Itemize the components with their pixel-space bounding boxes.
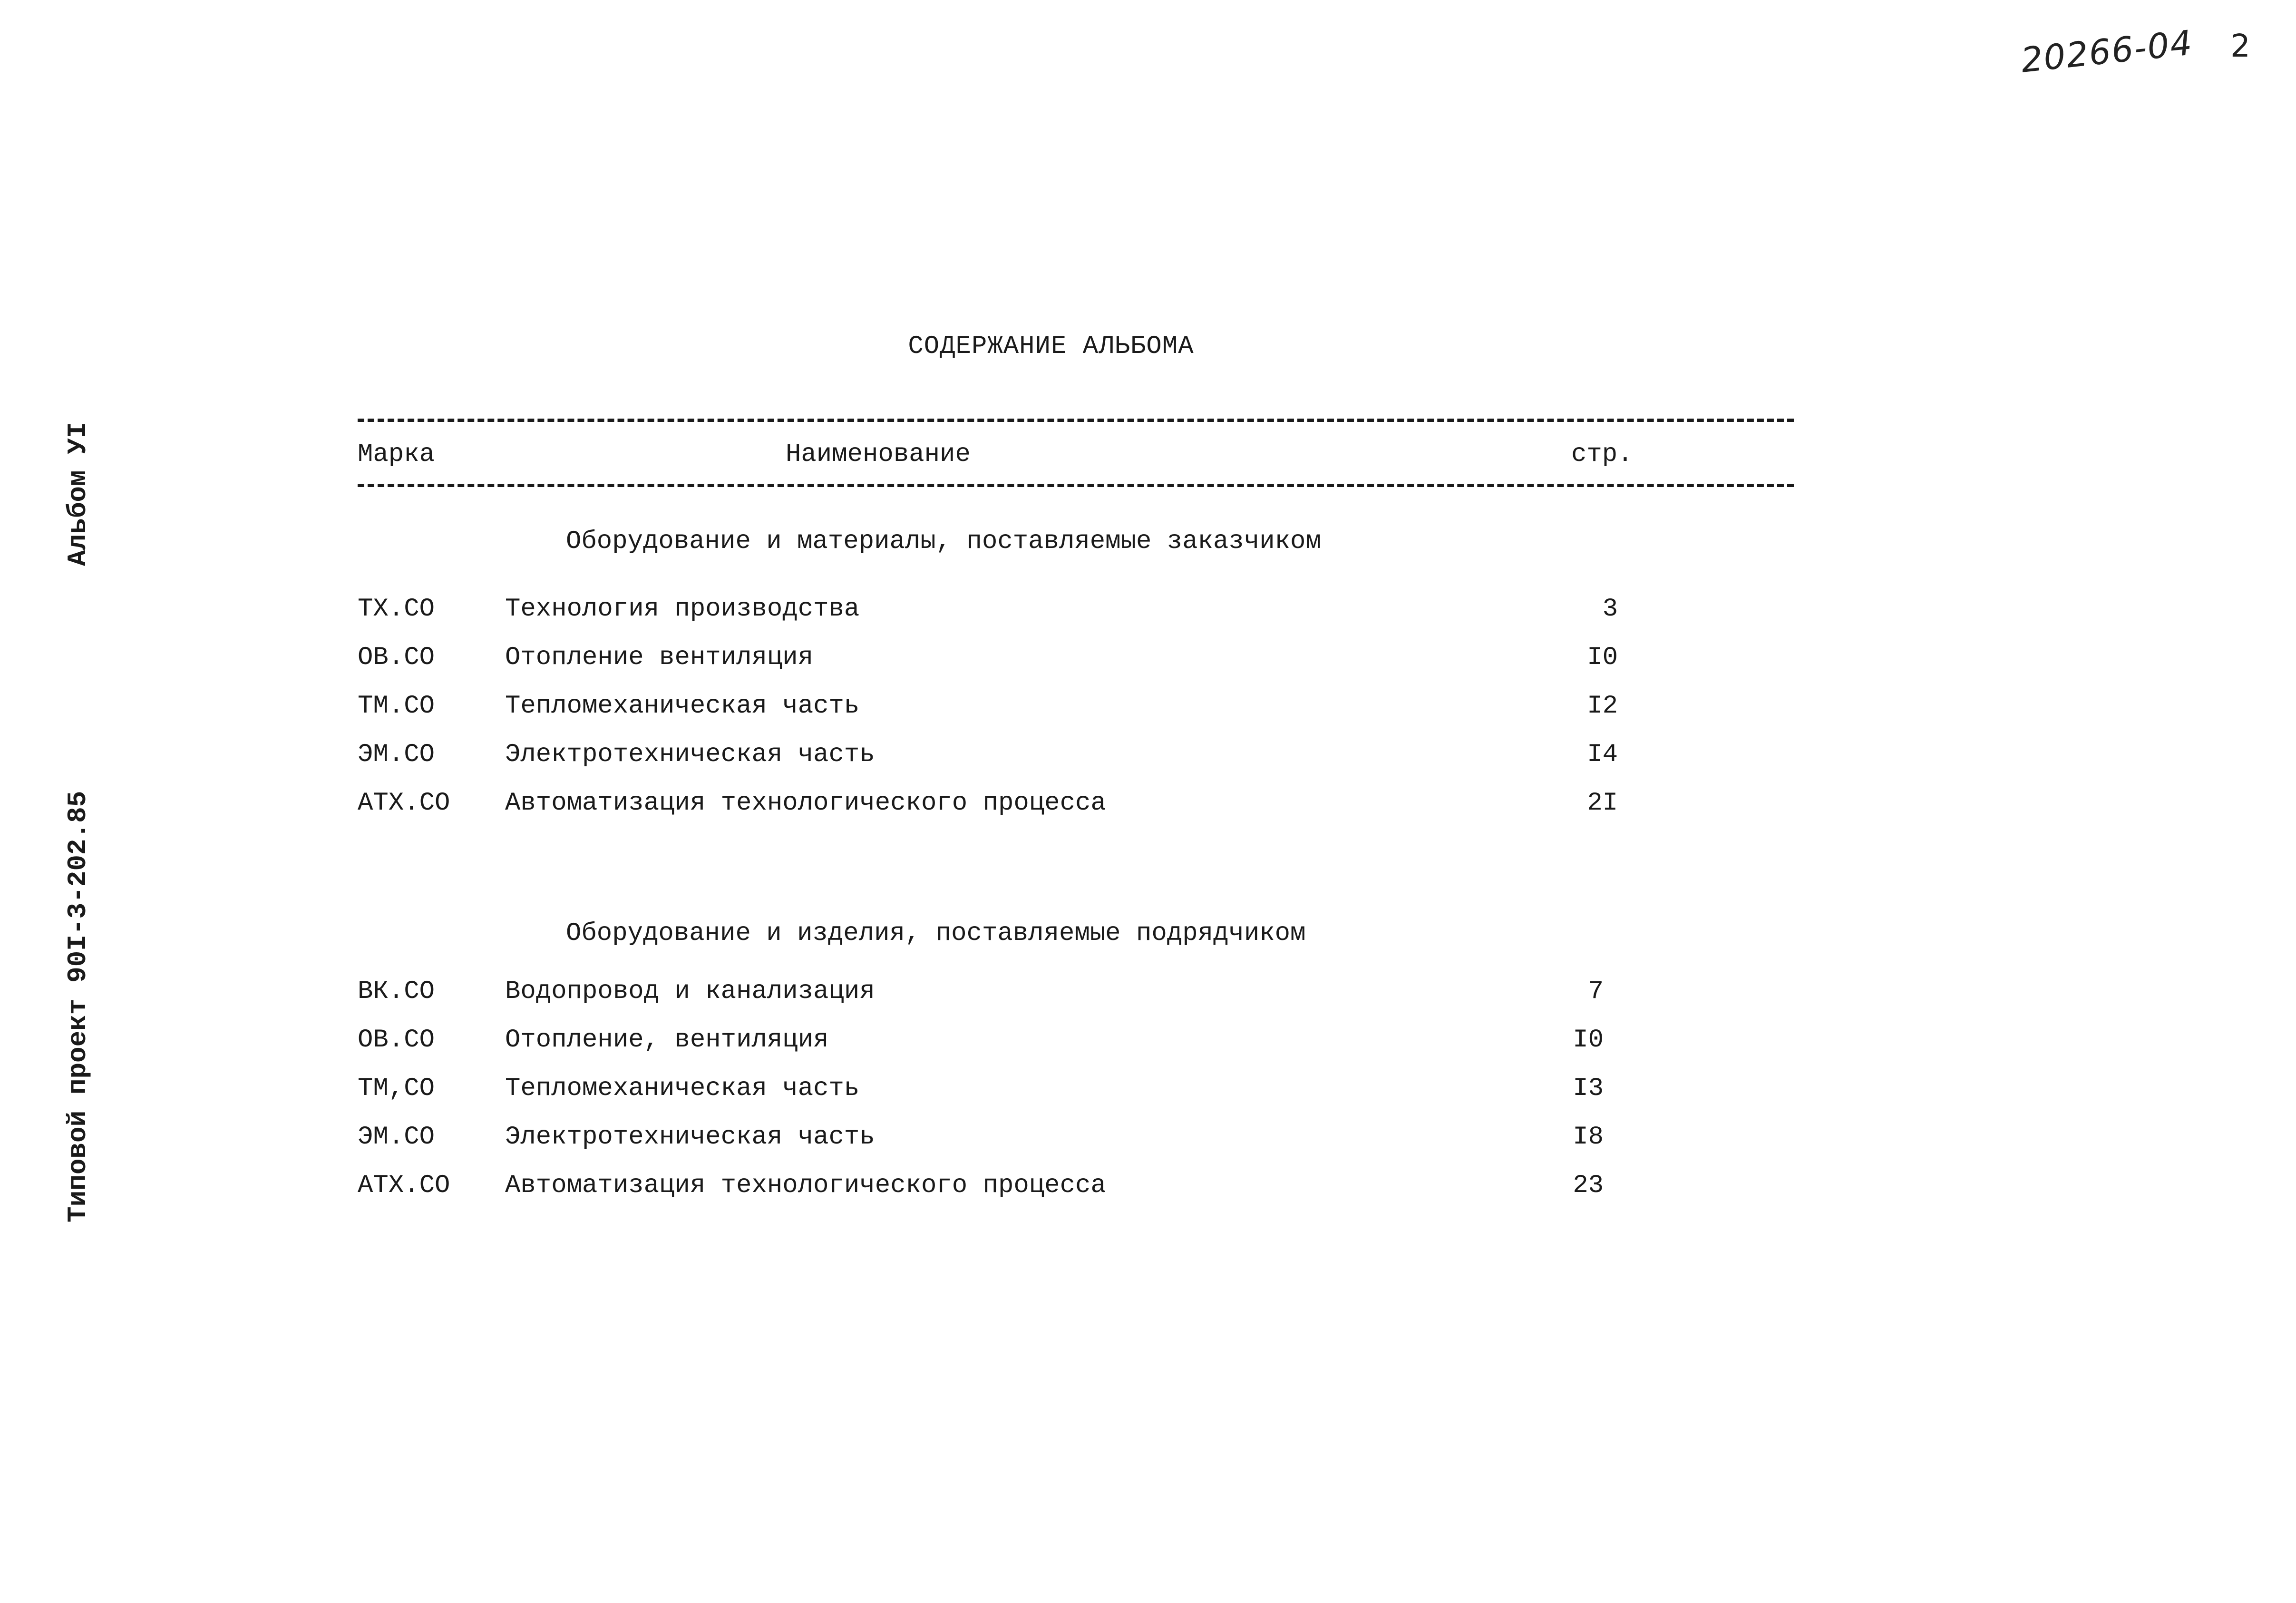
section-title-customer xyxy=(358,517,1794,568)
section-title-text: Оборудование и материалы, поставляемые заказчиком xyxy=(566,527,1321,556)
row-mark: ОВ.СО xyxy=(358,1026,435,1055)
table-row xyxy=(358,779,1794,828)
row-page: 3 xyxy=(1602,595,1618,624)
table-row xyxy=(358,1065,1794,1113)
row-name: Тепломеханическая часть xyxy=(505,692,860,721)
row-name: Автоматизация технологического процесса xyxy=(505,1171,1106,1200)
sidebar-project-label: Типовой проект 90I-3-202.85 xyxy=(63,791,93,1222)
contents-table xyxy=(358,419,1794,1210)
column-header-mark: Марка xyxy=(358,440,435,469)
row-name: Автоматизация технологического процесса xyxy=(505,789,1106,818)
row-page: I8 xyxy=(1573,1123,1604,1152)
table-top-rule xyxy=(358,419,1794,422)
row-name: Тепломеханическая часть xyxy=(505,1074,860,1103)
row-mark: ЭМ.СО xyxy=(358,1123,435,1152)
page-number: 2 xyxy=(2230,28,2250,64)
row-mark: ВК.СО xyxy=(358,977,435,1006)
column-header-page: стр. xyxy=(1571,440,1633,469)
row-page: I0 xyxy=(1573,1026,1604,1055)
table-row xyxy=(358,968,1794,1016)
row-name: Электротехническая часть xyxy=(505,740,875,769)
row-mark: ОВ.СО xyxy=(358,643,435,672)
column-header-name: Наименование xyxy=(786,440,971,469)
row-page: I0 xyxy=(1587,643,1618,672)
row-mark: ТМ.СО xyxy=(358,692,435,721)
table-row xyxy=(358,634,1794,682)
row-name: Водопровод и канализация xyxy=(505,977,875,1006)
table-header-rule xyxy=(358,484,1794,487)
row-name: Отопление, вентиляция xyxy=(505,1026,829,1055)
table-header xyxy=(358,422,1794,484)
row-mark: ТХ.СО xyxy=(358,595,435,624)
row-name: Отопление вентиляция xyxy=(505,643,814,672)
row-page: I2 xyxy=(1587,692,1618,721)
row-mark: АТХ.СО xyxy=(358,1171,450,1200)
row-name: Технология производства xyxy=(505,595,860,624)
table-row xyxy=(358,1162,1794,1210)
page-title: СОДЕРЖАНИЕ АЛЬБОМА xyxy=(908,332,1194,361)
table-row xyxy=(358,682,1794,731)
row-mark: АТХ.СО xyxy=(358,789,450,818)
section-title-contractor xyxy=(358,909,1794,960)
row-mark: ЭМ.СО xyxy=(358,740,435,769)
row-mark: ТМ,СО xyxy=(358,1074,435,1103)
section-title-text: Оборудование и изделия, поставляемые подрядчиком xyxy=(566,919,1306,948)
sidebar-album-label: Альбом УI xyxy=(63,422,93,566)
table-row xyxy=(358,1113,1794,1162)
row-page: I3 xyxy=(1573,1074,1604,1103)
table-row xyxy=(358,1016,1794,1065)
row-page: I4 xyxy=(1587,740,1618,769)
document-code: 20266-04 xyxy=(2019,22,2195,80)
row-page: 2I xyxy=(1587,789,1618,818)
row-page: 7 xyxy=(1588,977,1604,1006)
table-row xyxy=(358,585,1794,634)
table-row xyxy=(358,731,1794,779)
row-name: Электротехническая часть xyxy=(505,1123,875,1152)
row-page: 23 xyxy=(1573,1171,1604,1200)
